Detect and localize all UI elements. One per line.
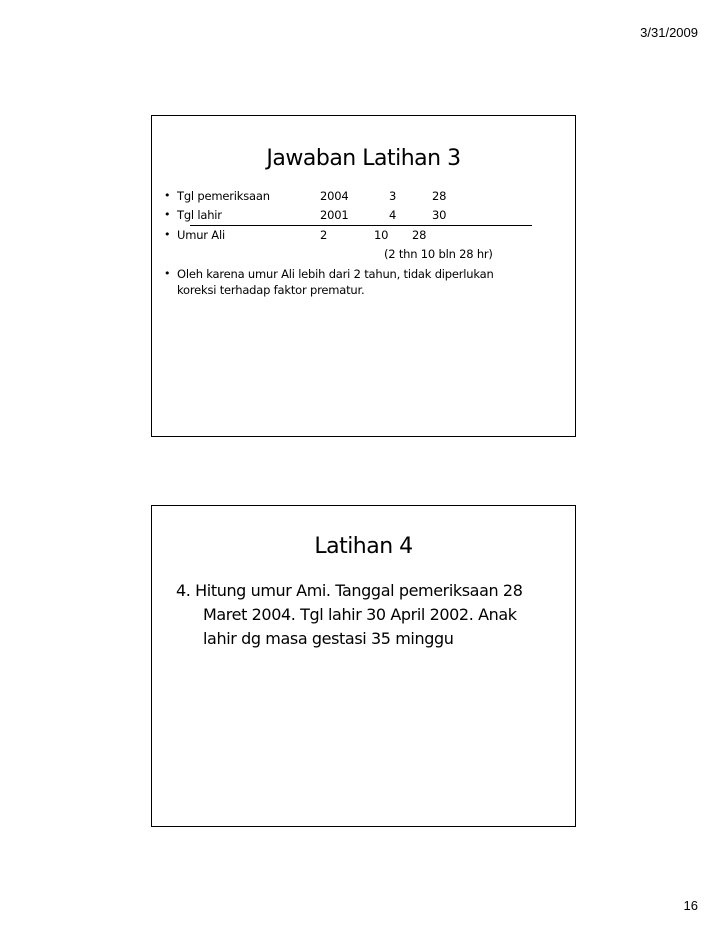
row-month: 4 [389,208,397,222]
exercise-text [176,579,522,651]
bullet-icon: • [164,228,171,241]
exercise-line-3: lahir dg masa gestasi 35 minggu [203,629,454,648]
slide-jawaban-latihan-3 [151,115,576,437]
row-year: 2004 [320,189,349,203]
slide-title: Latihan 4 [314,534,413,559]
subtraction-line [190,225,532,226]
slide-latihan-4 [151,505,576,827]
conclusion-line-1: Oleh karena umur Ali lebih dari 2 tahun, tidak diperlukan [177,267,494,281]
row-label: Tgl pemeriksaan [177,189,270,203]
row-year: 2 [320,228,328,242]
slide-title: Jawaban Latihan 3 [266,146,461,171]
bullet-icon: • [164,208,171,221]
row-label: Umur Ali [177,228,225,242]
row-month: 3 [389,189,397,203]
bullet-icon: • [164,189,171,202]
row-day: 30 [432,208,447,222]
exercise-line-1: 4. Hitung umur Ami. Tanggal pemeriksaan 28 [176,581,523,600]
bullet-icon: • [164,267,171,280]
row-year: 2001 [320,208,349,222]
age-note: (2 thn 10 bln 28 hr) [384,247,493,261]
row-label: Tgl lahir [177,208,222,222]
exercise-line-2: Maret 2004. Tgl lahir 30 April 2002. Anak [203,605,517,624]
page-number: 16 [683,898,698,913]
row-day: 28 [432,189,447,203]
header-date: 3/31/2009 [640,25,698,40]
conclusion-line-2: koreksi terhadap faktor prematur. [177,283,365,297]
row-month: 10 [374,228,389,242]
row-day: 28 [412,228,427,242]
